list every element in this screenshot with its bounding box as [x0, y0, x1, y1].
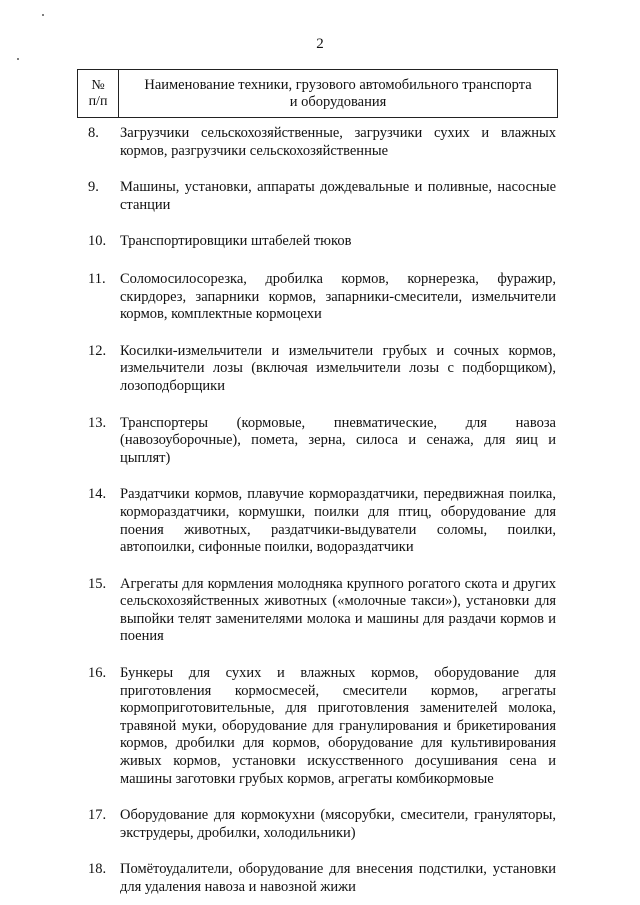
- header-title-line-1: Наименование техники, грузового автомобильного транспорта: [144, 76, 532, 93]
- header-number-symbol: №: [91, 77, 105, 93]
- item-text: Раздатчики кормов, плавучие кормораздатчики, передвижная поилка, кормораздатчики, кормушки, поилки для птиц, оборудование для поения животных, раздатчики-выдуватели соломы, поилки, автопоилки, сифонные поилки, водораздатчики: [120, 486, 556, 556]
- item-number: 13.: [88, 414, 107, 431]
- list-item: [88, 807, 556, 842]
- header-title-column: [119, 70, 557, 117]
- item-text: Загрузчики сельскохозяйственные, загрузчики сухих и влажных кормов, разгрузчики сельскохозяйственные: [120, 125, 556, 159]
- list-item: [88, 179, 556, 214]
- scan-speck: [42, 14, 44, 16]
- item-text: Соломосилосорезка, дробилка кормов, корнерезка, фуражир, скирдорез, запарники кормов, запарники-смесители, измельчители кормов, комплектные кормоцехи: [120, 270, 556, 323]
- list-item: [88, 125, 556, 160]
- item-number: 9.: [88, 179, 99, 196]
- header-number-abbrev: п/п: [88, 93, 108, 109]
- list-item: [88, 271, 556, 324]
- item-number: 17.: [88, 807, 107, 824]
- item-text: Транспортеры (кормовые, пневматические, для навоза (навозоуборочные), помета, зерна, силоса и сенажа, для яиц и цыплят): [120, 414, 556, 466]
- item-text: Транспортировщики штабелей тюков: [120, 233, 352, 250]
- list-item: [88, 665, 556, 788]
- header-number-column: [78, 70, 119, 117]
- item-number: 11.: [88, 270, 106, 287]
- scan-speck: [17, 58, 19, 60]
- list-item: [88, 576, 556, 646]
- equipment-list: [88, 125, 556, 897]
- item-number: 15.: [88, 575, 107, 592]
- item-text: Машины, установки, аппараты дождевальные и поливные, насосные станции: [120, 179, 556, 213]
- list-item: [88, 343, 556, 396]
- item-number: 18.: [88, 861, 107, 878]
- list-item: [88, 861, 556, 896]
- list-item: [88, 486, 556, 556]
- page-number: 2: [316, 36, 324, 52]
- item-text: Косилки-измельчители и измельчители грубых и сочных кормов, измельчители лозы (включая измельчители лозы с подборщиком), лозоподборщики: [120, 342, 556, 394]
- item-number: 12.: [88, 342, 107, 359]
- item-number: 14.: [88, 486, 107, 503]
- item-number: 10.: [88, 233, 107, 250]
- item-number: 8.: [88, 125, 99, 141]
- list-item: [88, 233, 556, 251]
- table-header: [77, 69, 558, 118]
- item-text: Бункеры для сухих и влажных кормов, оборудование для приготовления кормосмесей, смесители кормов, агрегаты кормоприготовительные, для приготовления заменителей молока, травяной муки, оборудование для гранулирования и брикетирования кормов, дробилки для кормов, оборудование для культивирования живых кормов, установки искусственного досушивания сена и машины заготовки грубых кормов, агрегаты комбикормовые: [120, 665, 556, 787]
- list-item: [88, 415, 556, 468]
- header-title-line-2: и оборудования: [289, 93, 387, 110]
- item-text: Агрегаты для кормления молодняка крупного рогатого скота и других сельскохозяйственных животных («молочные такси»), установки для выпойки телят заменителями молока и машины для раздачи кормов и поения: [120, 575, 556, 645]
- item-number: 16.: [88, 665, 107, 682]
- item-text: Помётоудалители, оборудование для внесения подстилки, установки для удаления навоза и навозной жижи: [120, 861, 556, 895]
- item-text: Оборудование для кормокухни (мясорубки, смесители, грануляторы, экструдеры, дробилки, холодильники): [120, 807, 556, 841]
